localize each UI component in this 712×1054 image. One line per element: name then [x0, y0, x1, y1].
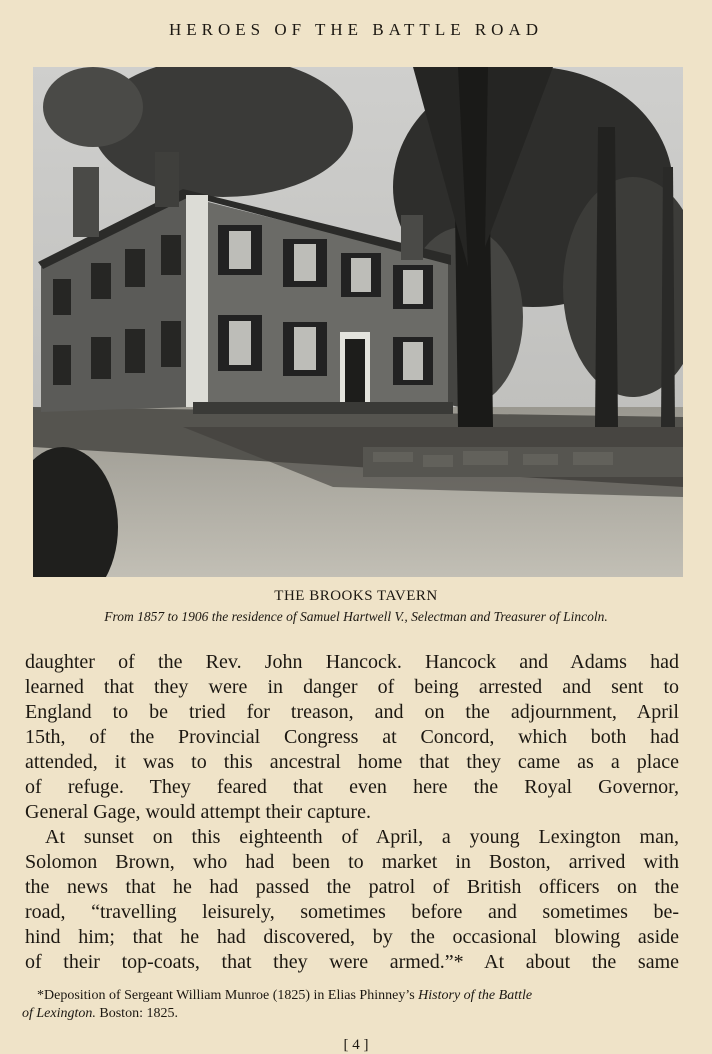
text-line: General Gage, would attempt their capture.: [25, 801, 371, 823]
text-line: of their top-coats, that they were armed.”* At about the same: [25, 951, 679, 973]
figure-caption-title: THE BROOKS TAVERN: [274, 588, 438, 604]
page-number: [ 4 ]: [343, 1037, 369, 1053]
footnote-book-title: of Lexington.: [22, 1006, 96, 1021]
footnote-line: [22, 987, 706, 1005]
text-line: of refuge. They feared that even here the Royal Governor,: [25, 776, 679, 798]
text-line: learned that they were in danger of being arrested and sent to: [25, 676, 679, 698]
text-line: England to be tried for treason, and on the adjournment, April: [25, 701, 679, 723]
text-line: hind him; that he had discovered, by the occasional blowing aside: [25, 926, 679, 948]
footnote-line: [22, 1005, 706, 1023]
text-line: Solomon Brown, who had been to market in Boston, arrived with: [25, 851, 679, 873]
footnote-text: Boston: 1825.: [95, 1006, 178, 1021]
footnote: [22, 987, 706, 1023]
text-line: daughter of the Rev. John Hancock. Hancock and Adams had: [25, 651, 679, 673]
text-line: attended, it was to this ancestral home that they came as a place: [25, 751, 679, 773]
figure-caption-subtitle: From 1857 to 1906 the residence of Samuel Hartwell V., Selectman and Treasurer of Lincoln.: [104, 609, 608, 624]
footnote-book-title: History of the Battle: [418, 988, 533, 1003]
text-line: At sunset on this eighteenth of April, a young Lexington man,: [45, 826, 679, 848]
text-line: the news that he had passed the patrol of British officers on the: [25, 876, 679, 898]
footnote-text: *Deposition of Sergeant William Munroe (1825) in Elias Phinney’s: [37, 988, 419, 1003]
text-line: road, “travelling leisurely, sometimes before and sometimes be-: [25, 901, 679, 923]
text-line: 15th, of the Provincial Congress at Concord, which both had: [25, 726, 679, 748]
running-title: HEROES OF THE BATTLE ROAD: [168, 20, 544, 39]
brooks-tavern-photograph: [33, 67, 683, 577]
body-paragraphs: [25, 650, 679, 975]
